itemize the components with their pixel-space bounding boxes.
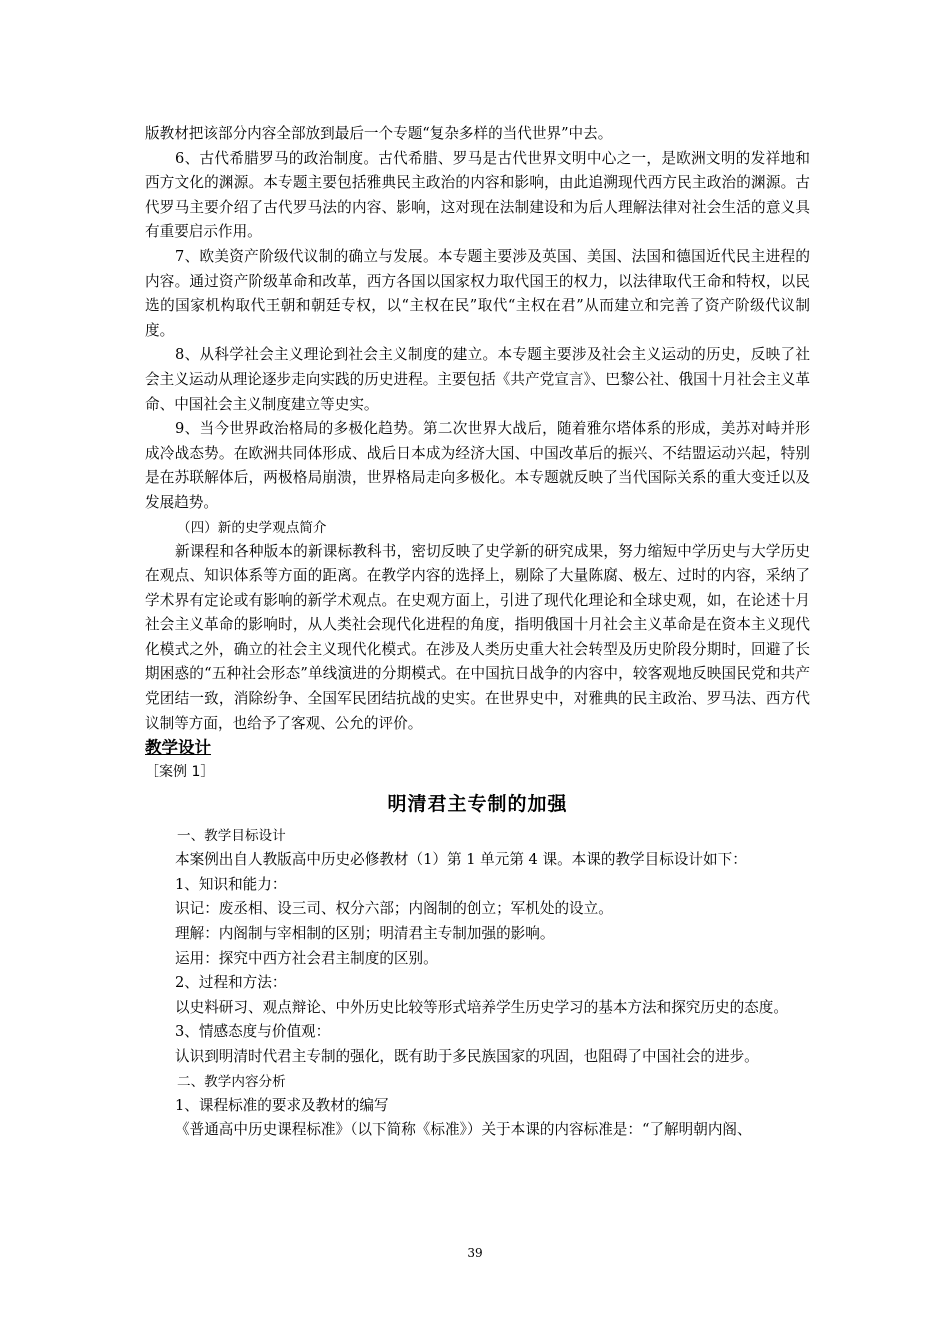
paragraph-item-6: 6、古代希腊罗马的政治制度。古代希腊、罗马是古代世界文明中心之一，是欧洲文明的发祥地和西方文化的渊源。本专题主要包括雅典民主政治的内容和影响，由此追溯现代西方民主政治的渊源。古代罗马主要介绍了古代罗马法的内容、影响，这对现在法制建设和为后人理解法律对社会生活的意义具有重要启示作用。	[145, 149, 810, 241]
goal-line: 识记：废丞相、设三司、权分六部；内阁制的创立；军机处的设立。	[175, 900, 613, 918]
attitude-label: 3、情感态度与价值观：	[175, 1023, 331, 1041]
page-number: 39	[467, 1246, 483, 1260]
paragraph-item-8: 8、从科学社会主义理论到社会主义制度的建立。本专题主要涉及社会主义运动的历史，反映了社会主义运动从理论逐步走向实践的历史进程。主要包括《共产党宣言》、巴黎公社、俄国十月社会主义革命、中国社会主义制度建立等史实。	[145, 346, 810, 413]
content-subheading: 1、课程标准的要求及教材的编写	[175, 1096, 389, 1114]
paragraph-carryover: 版教材把该部分内容全部放到最后一个专题“复杂多样的当代世界”中去。	[145, 125, 613, 142]
section-heading-4: （四）新的史学观点简介	[177, 519, 327, 536]
attitude-text: 认识到明清时代君主专制的强化，既有助于多民族国家的巩固，也阻碍了中国社会的进步。	[175, 1048, 759, 1065]
paragraph-item-7: 7、欧美资产阶级代议制的确立与发展。本专题主要涉及英国、美国、法国和德国近代民主进程的内容。通过资产阶级革命和改革，西方各国以国家权力取代国王的权力，以法律取代王命和特权，以民选的国家机构取代王朝和朝廷专权，以“主权在民”取代“主权在君”从而建立和完善了资产阶级代议制度。	[145, 247, 810, 339]
document-page	[145, 122, 810, 1143]
section-4-body: 新课程和各种版本的新课标教科书，密切反映了史学新的研究成果，努力缩短中学历史与大学历史在观点、知识体系等方面的距离。在教学内容的选择上，剔除了大量陈腐、极左、过时的内容，采纳了学术界有定论或有影响的新学术观点。在史观方面上，引进了现代化理论和全球史观，如，在论述十月社会主义革命的影响时，从人类社会现代化进程的角度，指明俄国十月社会主义革命是在资本主义现代化模式之外，确立的社会主义现代化模式。在涉及人类历史重大社会转型及历史阶段分期时，回避了长期困惑的“五种社会形态”单线演进的分期模式。在中国抗日战争的内容中，较客观地反映国民党和共产党团结一致，消除纷争、全国军民团结抗战的史实。在世界史中，对雅典的民主政治、罗马法、西方代议制等方面，也给予了客观、公允的评价。	[145, 542, 810, 732]
goal-line: 理解：内阁制与宰相制的区别；明清君主专制加强的影响。	[175, 925, 555, 943]
lesson-title: 明清君主专制的加强	[387, 793, 568, 816]
goal-line: 2、过程和方法：	[175, 974, 287, 992]
content-last-line: 《普通高中历史课程标准》（以下简称《标准》）关于本课的内容标准是：“了解明朝内阁、	[175, 1121, 752, 1139]
method-text: 以史料研习、观点辩论、中外历史比较等形式培养学生历史学习的基本方法和探究历史的态度。	[175, 998, 788, 1016]
paragraph-item-9: 9、当今世界政治格局的多极化趋势。第二次世界大战后，随着雅尔塔体系的形成，美苏对峙并形成冷战态势。在欧洲共同体形成、战后日本成为经济大国、中国改革后的振兴、不结盟运动兴起，特别是在苏联解体后，两极格局崩溃，世界格局走向多极化。本专题就反映了当代国际关系的重大变迁以及发展趋势。	[145, 420, 810, 511]
content-heading: 二、教学内容分析	[177, 1073, 286, 1090]
case-label: ［案例 1］	[145, 764, 215, 781]
goal-line: 本案例出自人教版高中历史必修教材（1）第 1 单元第 4 课。本课的教学目标设计如下：	[175, 851, 747, 869]
goal-line: 运用：探究中西方社会君主制度的区别。	[175, 949, 438, 967]
goal-heading: 一、教学目标设计	[177, 828, 286, 845]
goal-line: 1、知识和能力：	[175, 875, 287, 893]
teaching-design-heading: 教学设计	[145, 738, 211, 758]
